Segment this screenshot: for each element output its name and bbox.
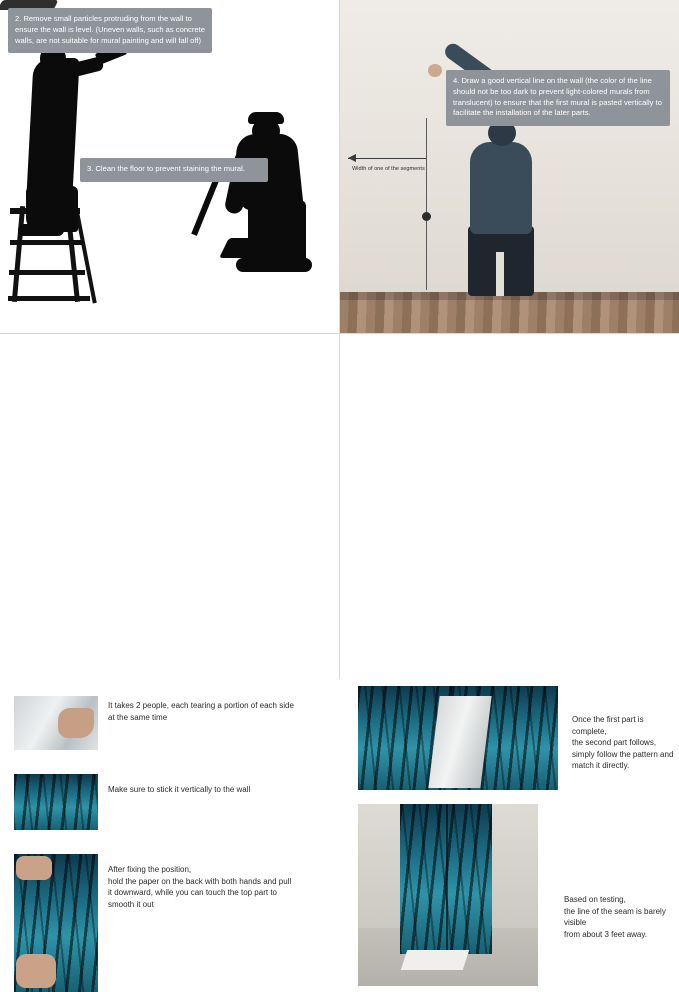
photo-tearing-backing (14, 696, 98, 750)
caption-stick-vertically: Make sure to stick it vertically to the wall (108, 785, 251, 794)
hand-in-photo (58, 708, 94, 738)
photo-smooth-out (14, 854, 98, 992)
painter-silhouette-body (26, 58, 79, 198)
panel-step-2-3 (0, 0, 339, 333)
caption-tear: It takes 2 people, each tearing a portion of each side at the same time (108, 701, 294, 722)
guide-marker-dot (422, 212, 431, 221)
vertical-guide-line (426, 118, 427, 290)
paper-on-floor (401, 950, 469, 970)
photo-stick-vertically (14, 774, 98, 830)
hand-bottom-in-photo (16, 954, 56, 988)
panel-step-4 (340, 0, 679, 333)
mopper-silhouette-hat (248, 112, 284, 124)
horizontal-divider (0, 333, 679, 334)
hand-top-in-photo (16, 856, 52, 880)
measure-arrow-head-icon (348, 154, 356, 162)
photo-seam-result (358, 804, 538, 986)
measure-arrow-line (348, 158, 426, 159)
mopper-silhouette-shoe (236, 258, 312, 272)
callout-step-3: 3. Clean the floor to prevent staining the mural. (80, 158, 268, 182)
caption-match-pattern: Once the first part is complete, the second part follows, simply follow the pattern and match it directly. (572, 715, 674, 771)
caption-seam-visibility: Based on testing, the line of the seam is barely visible from about 3 feet away. (564, 895, 666, 939)
worker-torso (470, 142, 532, 234)
seam-line (446, 804, 448, 954)
vertical-divider (339, 0, 340, 679)
caption-smooth-out: After fixing the position, hold the paper on the back with both hands and pull it downward, while you can touch the top part to smooth it out (108, 865, 292, 909)
worker-hand (428, 64, 442, 77)
measure-label: Width of one of the segments (352, 166, 425, 172)
panel-application-steps (0, 334, 339, 909)
worker-leg-gap (496, 252, 504, 296)
photo-match-pattern (358, 686, 558, 790)
painter-silhouette-shoe (18, 224, 64, 236)
callout-step-4: 4. Draw a good vertical line on the wall (the color of the line should not be too dark to prevent light-colored murals from translucent) to ensure that the first mural is pasted vertically to facilitate the installation of the later parts. (446, 70, 670, 126)
callout-step-2: 2. Remove small particles protruding from the wall to ensure the wall is level. (Uneven walls, such as concrete walls, are not suitable for mural painting and will fall off) (8, 8, 212, 53)
panel-matching-and-seam (340, 334, 679, 939)
